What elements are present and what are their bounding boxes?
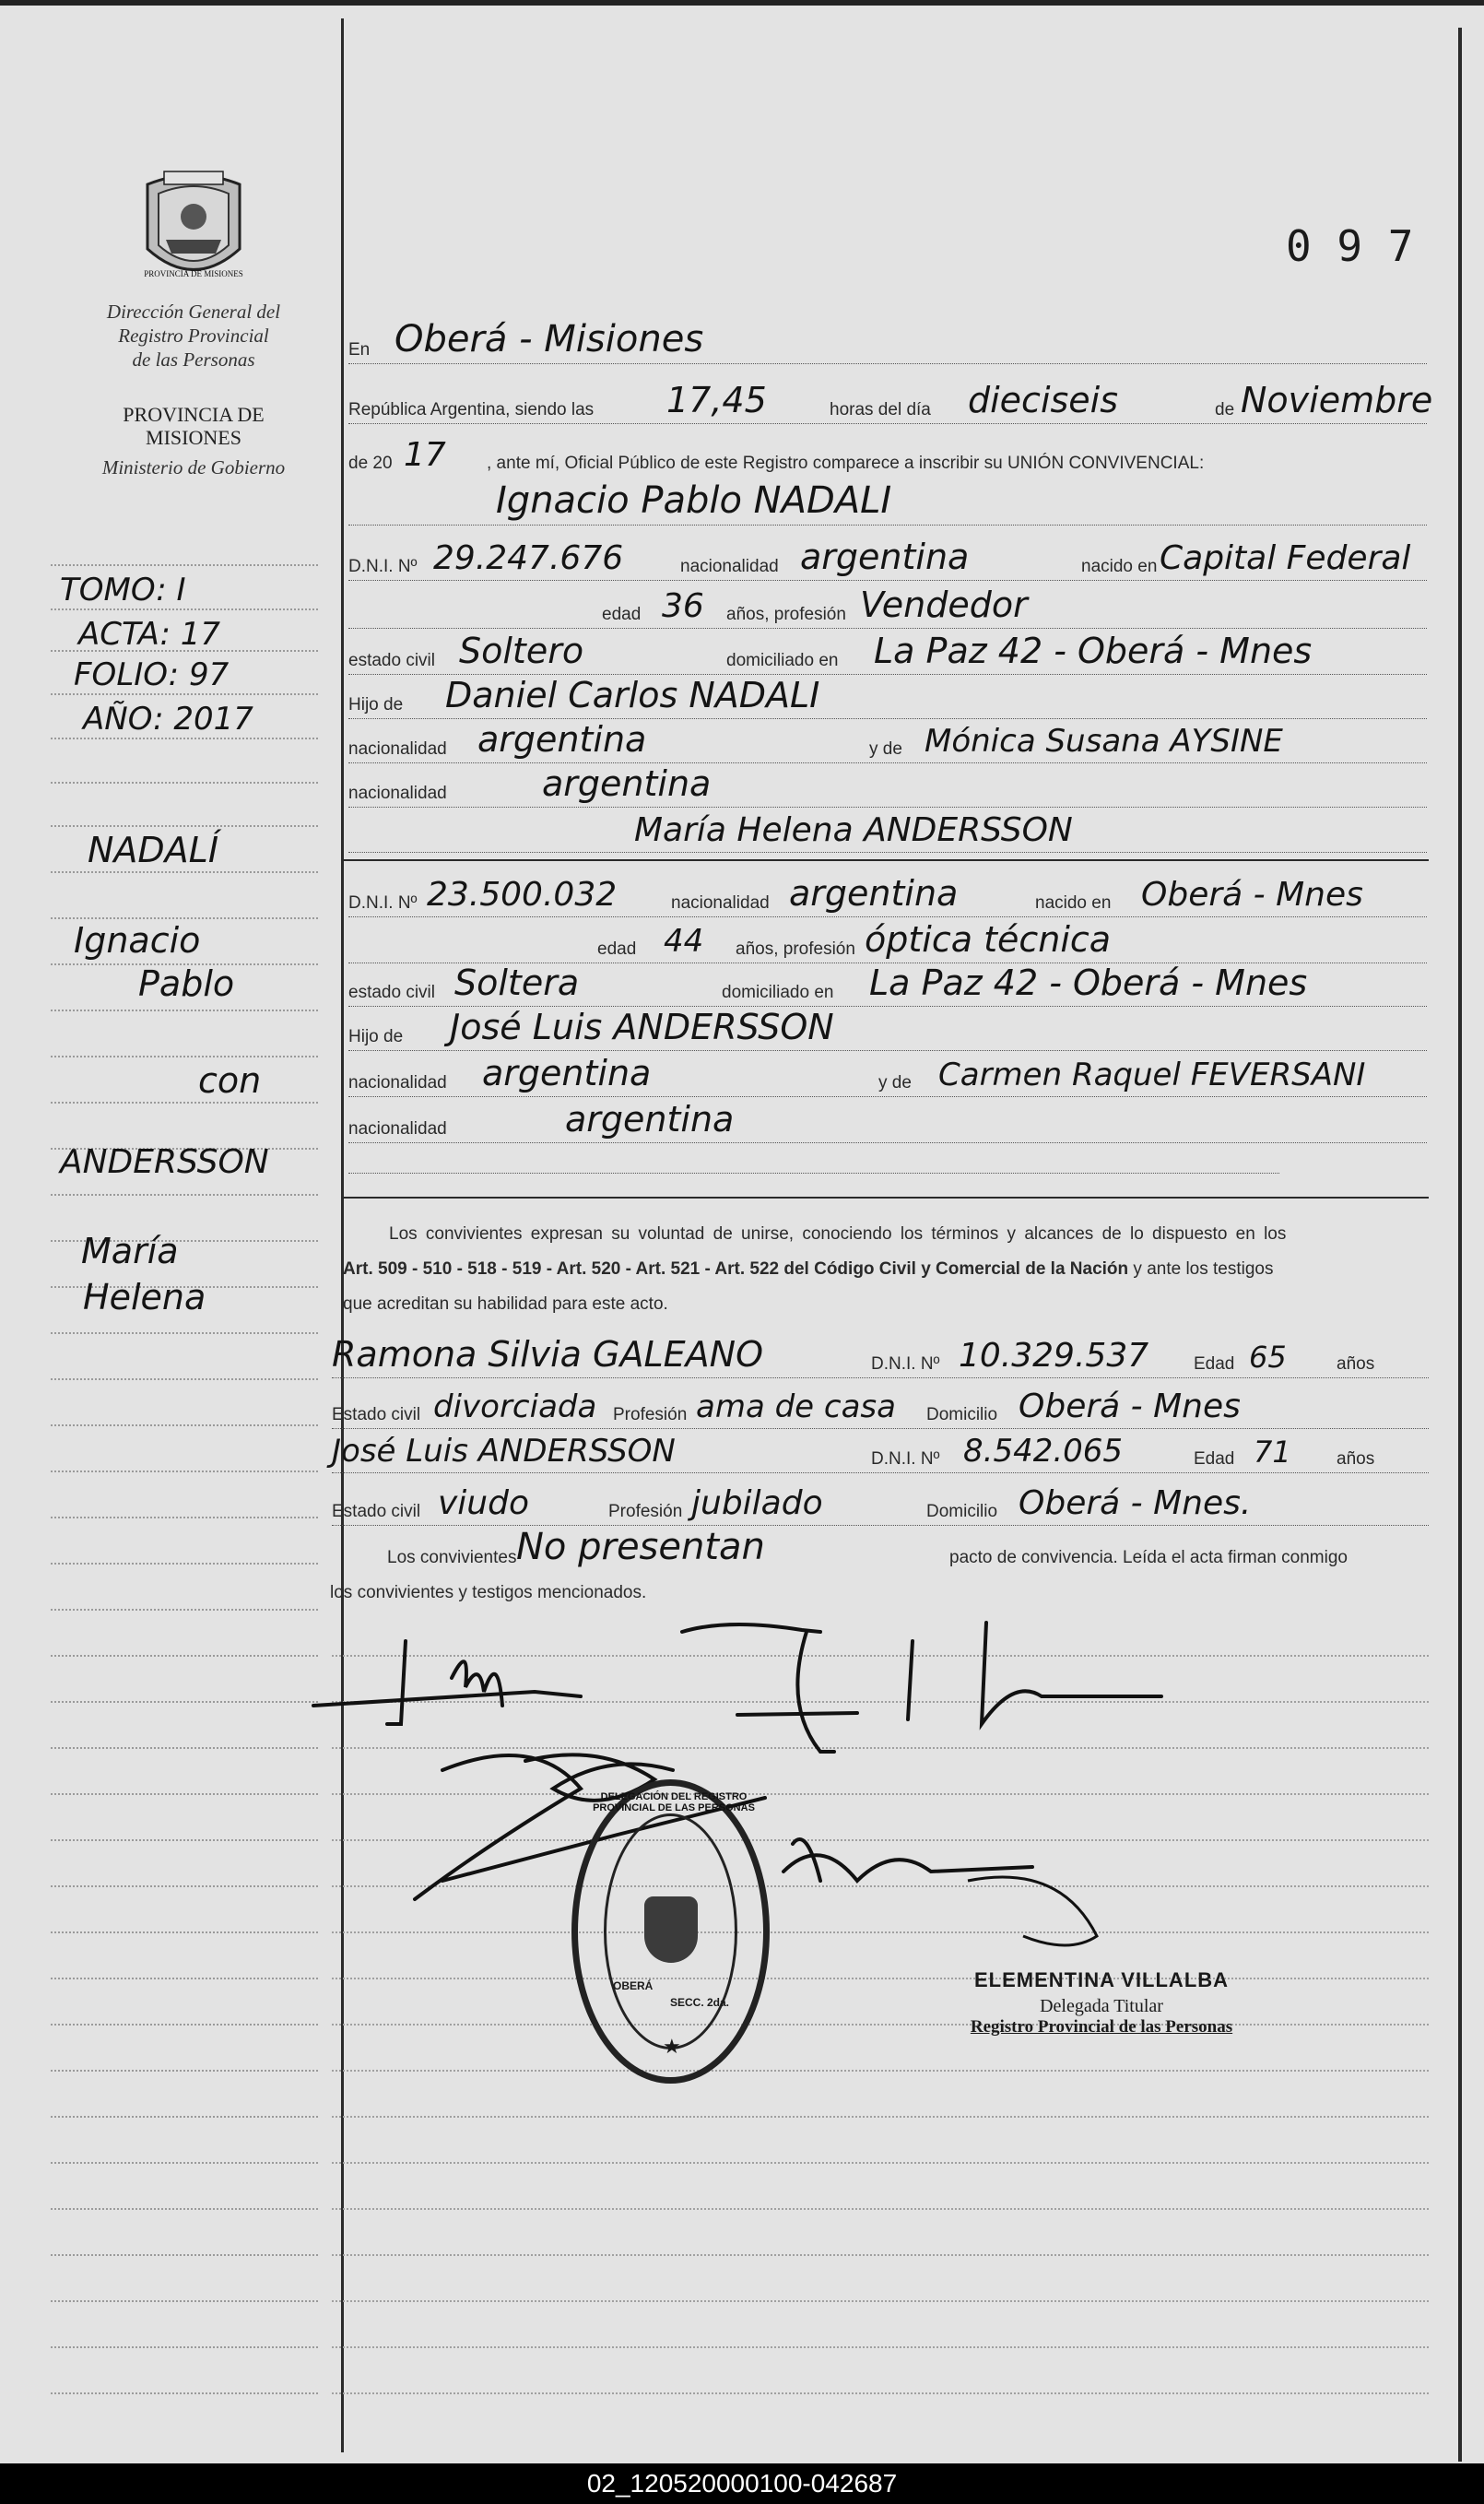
person1-birthplace: Capital Federal xyxy=(1160,539,1411,577)
margin-acta: ACTA: 17 xyxy=(78,616,221,653)
person2-civil-row: estado civil Soltera domiciliado en La Paz 42 - Oberá - Mnes xyxy=(348,961,1427,1009)
margin-rule xyxy=(51,2116,318,2118)
witness1-detail-row: Estado civil divorciada Profesión ama de casa Domicilio Oberá - Mnes xyxy=(332,1383,1429,1431)
person2-birthplace: Oberá - Mnes xyxy=(1141,876,1363,914)
margin-rule xyxy=(51,1332,318,1334)
margin-rule xyxy=(51,1471,318,1472)
time-value: 17,45 xyxy=(666,380,767,420)
margin-rule xyxy=(51,2254,318,2256)
margin-given-1b: Pablo xyxy=(138,963,235,1004)
month-value: Noviembre xyxy=(1241,380,1433,420)
margin-rule xyxy=(51,1056,318,1057)
witness1-name: Ramona Silvia GALEANO xyxy=(332,1334,764,1375)
margin-rule xyxy=(51,1378,318,1380)
margin-rule xyxy=(51,1194,318,1196)
margin-rule xyxy=(51,2024,318,2026)
margin-rule xyxy=(51,1839,318,1841)
person1-mother: Mónica Susana AYSINE xyxy=(925,723,1283,760)
margin-given-1a: Ignacio xyxy=(74,920,201,961)
declaration-text: Los convivientes expresan su voluntad de unirse, conociendo los términos y alcances de lo dispuesto en los Art. 509 - 510 - 518 - 519 - Art. 520 - Art. 521 - Art. 522 del Código Civil y Comercial de la Nación y ante los testigos que acreditan su habilidad para este acto. xyxy=(343,1224,1287,1314)
margin-rule xyxy=(51,2392,318,2394)
intro-date-row: República Argentina, siendo las 17,45 horas del día dieciseis de Noviembre xyxy=(348,378,1427,426)
margin-rule xyxy=(51,1609,318,1611)
person2-mother-nationality: argentina xyxy=(565,1099,735,1140)
witness2-name: José Luis ANDERSSON xyxy=(332,1433,676,1470)
person2-age: 44 xyxy=(664,923,704,960)
place-value: Oberá - Misiones xyxy=(395,318,704,360)
margin-rule xyxy=(51,1747,318,1749)
margin-rule xyxy=(51,2300,318,2302)
page-right-edge xyxy=(1458,28,1462,2462)
margin-rule xyxy=(51,1655,318,1657)
person1-profession: Vendedor xyxy=(860,585,1028,625)
person1-nationality: argentina xyxy=(800,537,970,577)
margin-rule xyxy=(51,608,318,610)
margin-rule xyxy=(51,1931,318,1933)
margin-surname-2: ANDERSSON xyxy=(60,1143,269,1181)
person1-dni: 29.247.676 xyxy=(433,539,624,577)
person2-name-row xyxy=(348,807,1427,855)
seal-inner-right: SECC. 2da. xyxy=(670,1996,730,2009)
section-divider xyxy=(341,1197,1429,1199)
official-office: Registro Provincial de las Personas xyxy=(970,2017,1233,2037)
closing-row: Los convivientes No presentan pacto de convivencia. Leída el acta firman conmigo xyxy=(387,1526,1348,1568)
margin-rule xyxy=(51,871,318,873)
person1-mother-nat-row: nacionalidad argentina xyxy=(348,762,1427,809)
blank-line xyxy=(348,1173,1279,1174)
person2-father-row: Hijo de José Luis ANDERSSON xyxy=(348,1005,1427,1053)
person2-civil-status: Soltera xyxy=(454,963,580,1003)
margin-rule xyxy=(51,1793,318,1795)
footer-code: 02_120520000100-042687 xyxy=(0,2463,1484,2504)
person2-dni: 23.500.032 xyxy=(427,876,618,914)
person2-mother: Carmen Raquel FEVERSANI xyxy=(938,1057,1366,1093)
margin-rule xyxy=(51,1102,318,1104)
registry-seal xyxy=(571,1779,770,2084)
closing-line-2: los convivientes y testigos mencionados. xyxy=(330,1583,647,1602)
margin-rule xyxy=(51,917,318,919)
margin-rule xyxy=(51,1885,318,1887)
person1-civil-status: Soltero xyxy=(459,631,584,671)
official-name: ELEMENTINA VILLALBA xyxy=(973,1968,1230,1991)
day-value: dieciseis xyxy=(968,380,1119,420)
year-value: 17 xyxy=(404,436,446,474)
margin-given-2b: Helena xyxy=(83,1277,206,1317)
margin-rule xyxy=(51,1978,318,1979)
margin-con: con xyxy=(198,1060,262,1101)
person2-father-nationality: argentina xyxy=(482,1053,652,1093)
witness2-age: 71 xyxy=(1254,1435,1291,1470)
pact-value: No presentan xyxy=(516,1526,765,1568)
ministry-name: Ministerio de Gobierno xyxy=(101,456,286,478)
official-title: Delegada Titular xyxy=(1040,1996,1163,2016)
margin-tomo: TOMO: I xyxy=(60,572,186,608)
person2-profession: óptica técnica xyxy=(865,919,1112,960)
margin-rule xyxy=(51,2208,318,2210)
province-name: PROVINCIA DE MISIONES xyxy=(123,403,265,449)
logo-caption: PROVINCIA DE MISIONES xyxy=(144,269,243,278)
person1-father: Daniel Carlos NADALI xyxy=(445,675,820,715)
witness2-dni: 8.542.065 xyxy=(963,1433,1124,1470)
witness1-row: Ramona Silvia GALEANO D.N.I. Nº 10.329.537 Edad 65 años xyxy=(332,1332,1429,1380)
margin-folio: FOLIO: 97 xyxy=(74,656,230,693)
witness2-row: José Luis ANDERSSON D.N.I. Nº 8.542.065 Edad 71 años xyxy=(332,1427,1429,1475)
margin-surname-1: NADALÍ xyxy=(88,830,219,870)
person1-name-row xyxy=(348,479,1427,527)
person2-mother-row: nacionalidad argentina y de Carmen Raquel FEVERSANI xyxy=(348,1051,1427,1099)
section-divider xyxy=(341,859,1429,861)
margin-rule xyxy=(51,825,318,827)
margin-rule xyxy=(51,1424,318,1426)
person2-address: La Paz 42 - Oberá - Mnes xyxy=(869,963,1308,1003)
margin-rule xyxy=(51,738,318,739)
margin-rule xyxy=(51,2346,318,2348)
person2-nationality: argentina xyxy=(789,873,959,914)
person1-civil-row: estado civil Soltero domiciliado en La Paz 42 - Oberá - Mnes xyxy=(348,629,1427,677)
witness1-address: Oberá - Mnes xyxy=(1019,1388,1241,1425)
witness2-detail-row: Estado civil viudo Profesión jubilado Domicilio Oberá - Mnes. xyxy=(332,1480,1429,1528)
person1-dni-row: D.N.I. Nº 29.247.676 nacionalidad argentina nacido en Capital Federal xyxy=(348,535,1427,583)
person2-father: José Luis ANDERSSON xyxy=(450,1007,834,1047)
witness1-civil-status: divorciada xyxy=(433,1388,597,1425)
margin-rule xyxy=(51,2070,318,2072)
witness2-profession: jubilado xyxy=(691,1484,823,1522)
margin-rule xyxy=(51,782,318,784)
witness2-civil-status: viudo xyxy=(438,1484,529,1522)
margin-anio: AÑO: 2017 xyxy=(83,701,253,738)
intro-place-row: En Oberá - Misiones xyxy=(348,318,1427,366)
person2-age-row: edad 44 años, profesión óptica técnica xyxy=(348,917,1427,965)
person1-age-row: edad 36 años, profesión Vendedor xyxy=(348,583,1427,631)
person1-mother-row: nacionalidad argentina y de Mónica Susana AYSINE xyxy=(348,717,1427,765)
seal-star-icon: ★ xyxy=(663,2035,681,2058)
official-block xyxy=(963,1968,1240,2037)
margin-rule xyxy=(51,1563,318,1565)
margin-rule xyxy=(51,693,318,695)
institution-name: Dirección General del Registro Provincial de las Personas xyxy=(106,301,281,371)
person1-mother-nationality: argentina xyxy=(542,763,712,804)
seal-emblem-icon xyxy=(644,1896,698,1963)
witness2-address: Oberá - Mnes. xyxy=(1019,1484,1252,1522)
margin-rule xyxy=(51,1010,318,1011)
scan-edge xyxy=(0,0,1484,6)
seal-inner-left: OBERÁ xyxy=(613,1979,654,1992)
seal-ring-text: DELEGACIÓN DEL REGISTRO PROVINCIAL DE LAS PERSONAS xyxy=(593,1791,755,1813)
page-number: 0 9 7 xyxy=(1286,221,1414,271)
margin-rule xyxy=(51,2162,318,2164)
person1-address: La Paz 42 - Oberá - Mnes xyxy=(874,631,1313,671)
intro-year-row: de 20 17 , ante mí, Oficial Público de este Registro comparece a inscribir su UNIÓN CONVIVENCIAL: xyxy=(348,436,1205,474)
witness1-age: 65 xyxy=(1249,1340,1287,1375)
person1-age: 36 xyxy=(662,587,704,625)
margin-rule xyxy=(51,1517,318,1518)
witness1-dni: 10.329.537 xyxy=(959,1337,1149,1375)
margin-rule xyxy=(51,564,318,566)
margin-given-2a: María xyxy=(81,1231,179,1271)
margin-rule xyxy=(51,1701,318,1703)
person1-father-row: Hijo de Daniel Carlos NADALI xyxy=(348,673,1427,721)
person2-dni-row: D.N.I. Nº 23.500.032 nacionalidad argentina nacido en Oberá - Mnes xyxy=(348,871,1427,919)
person1-father-nationality: argentina xyxy=(477,719,647,760)
witness1-profession: ama de casa xyxy=(696,1388,896,1425)
person2-name: María Helena ANDERSSON xyxy=(634,811,1073,849)
person1-name: Ignacio Pablo NADALI xyxy=(496,479,892,522)
person2-mother-nat-row: nacionalidad argentina xyxy=(348,1097,1427,1145)
